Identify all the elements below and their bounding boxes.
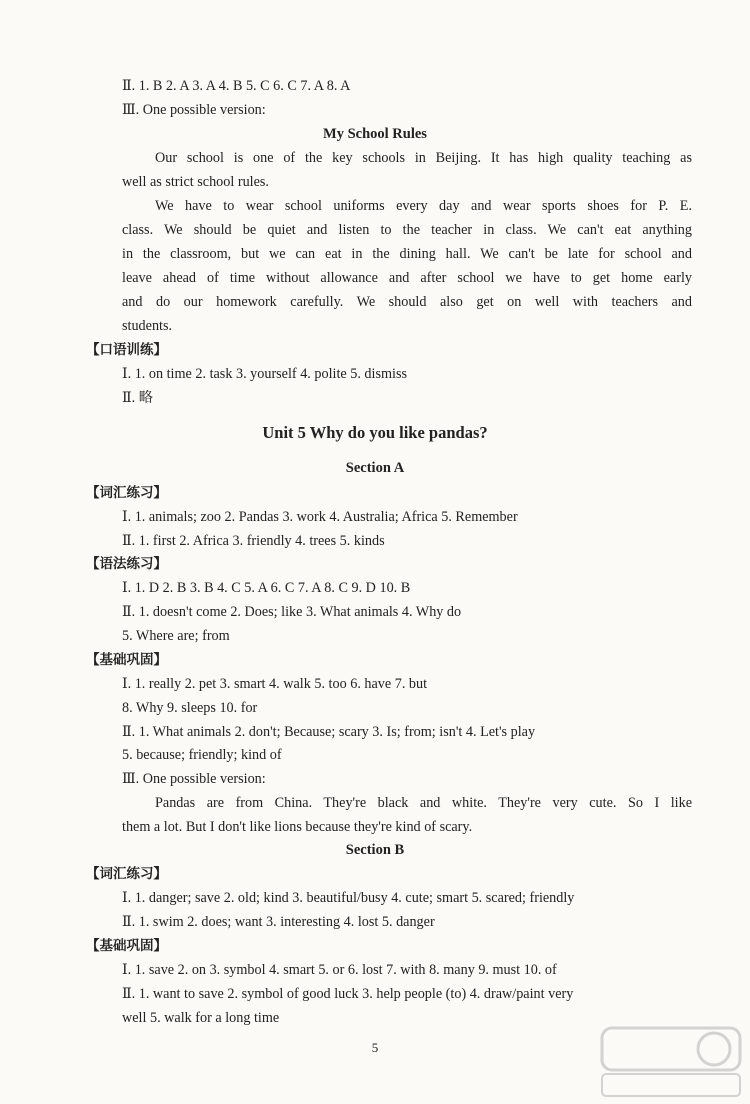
rules-p2-line3: in the classroom, but we can eat in the dining hall. We can't be late for school and (122, 246, 692, 262)
page-number: 5 (371, 1040, 379, 1055)
section-a-basic-ii-line2: 5. because; friendly; kind of (122, 747, 282, 763)
section-b-basic-i: Ⅰ. 1. save 2. on 3. symbol 4. smart 5. or 6. lost 7. with 8. many 9. must 10. of (122, 962, 557, 978)
section-a-grammar-ii-line1: Ⅱ. 1. doesn't come 2. Does; like 3. What animals 4. Why do (122, 604, 462, 620)
rules-p2-line4: leave ahead of time without allowance and after school we have to get home early (122, 270, 692, 286)
section-a-basic-iii: Ⅲ. One possible version: (122, 771, 266, 787)
section-a-vocab-heading: 【词汇练习】 (86, 485, 167, 501)
top-iii-intro: Ⅲ. One possible version: (122, 102, 266, 118)
unit-title: Unit 5 Why do you like pandas? (262, 423, 488, 442)
oral-heading: 【口语训练】 (86, 342, 167, 358)
section-a-essay-line2: them a lot. But I don't like lions because they're kind of scary. (122, 819, 473, 835)
oral-ii: Ⅱ. 略 (122, 390, 153, 406)
section-b-basic-ii-line2: well 5. walk for a long time (122, 1010, 280, 1026)
section-a-grammar-heading: 【语法练习】 (86, 556, 167, 572)
section-a-vocab-i: Ⅰ. 1. animals; zoo 2. Pandas 3. work 4. Australia; Africa 5. Remember (122, 509, 518, 525)
rules-p1-line2: well as strict school rules. (122, 174, 269, 190)
section-b-vocab-heading: 【词汇练习】 (86, 866, 167, 882)
section-a-title: Section A (345, 460, 405, 476)
rules-p2-line6: students. (122, 318, 173, 334)
section-b-basic-heading: 【基础巩固】 (86, 938, 167, 954)
section-a-essay-line1: Pandas are from China. They're black and white. They're very cute. So I like (155, 795, 692, 811)
rules-p2-line1: We have to wear school uniforms every day and wear sports shoes for P. E. (155, 198, 692, 214)
rules-p2-line2: class. We should be quiet and listen to the teacher in class. We can't eat anything (122, 222, 692, 238)
rules-title: My School Rules (323, 126, 427, 142)
section-a-vocab-ii: Ⅱ. 1. first 2. Africa 3. friendly 4. trees 5. kinds (122, 533, 385, 549)
section-a-basic-ii-line1: Ⅱ. 1. What animals 2. don't; Because; scary 3. Is; from; isn't 4. Let's play (122, 724, 536, 740)
rules-p2-line5: and do our homework carefully. We should also get on well with teachers and (122, 294, 692, 310)
section-a-basic-heading: 【基础巩固】 (86, 652, 167, 668)
section-b-basic-ii-line1: Ⅱ. 1. want to save 2. symbol of good luck 3. help people (to) 4. draw/paint very (122, 986, 574, 1002)
section-b-vocab-i: Ⅰ. 1. danger; save 2. old; kind 3. beautiful/busy 4. cute; smart 5. scared; friendly (122, 890, 575, 906)
section-a-basic-i-line2: 8. Why 9. sleeps 10. for (122, 700, 258, 716)
top-ii-answers: Ⅱ. 1. B 2. A 3. A 4. B 5. C 6. C 7. A 8. A (122, 78, 351, 94)
section-b-title: Section B (345, 842, 405, 858)
section-a-grammar-ii-line2: 5. Where are; from (122, 628, 230, 644)
section-a-grammar-i: Ⅰ. 1. D 2. B 3. B 4. C 5. A 6. C 7. A 8. C 9. D 10. B (122, 580, 411, 596)
watermark-logo-icon (596, 1022, 746, 1100)
oral-i: Ⅰ. 1. on time 2. task 3. yourself 4. polite 5. dismiss (122, 366, 408, 382)
rules-p1-line1: Our school is one of the key schools in Beijing. It has high quality teaching as (155, 150, 692, 166)
section-b-vocab-ii: Ⅱ. 1. swim 2. does; want 3. interesting 4. lost 5. danger (122, 914, 435, 930)
section-a-basic-i-line1: Ⅰ. 1. really 2. pet 3. smart 4. walk 5. too 6. have 7. but (122, 676, 428, 692)
